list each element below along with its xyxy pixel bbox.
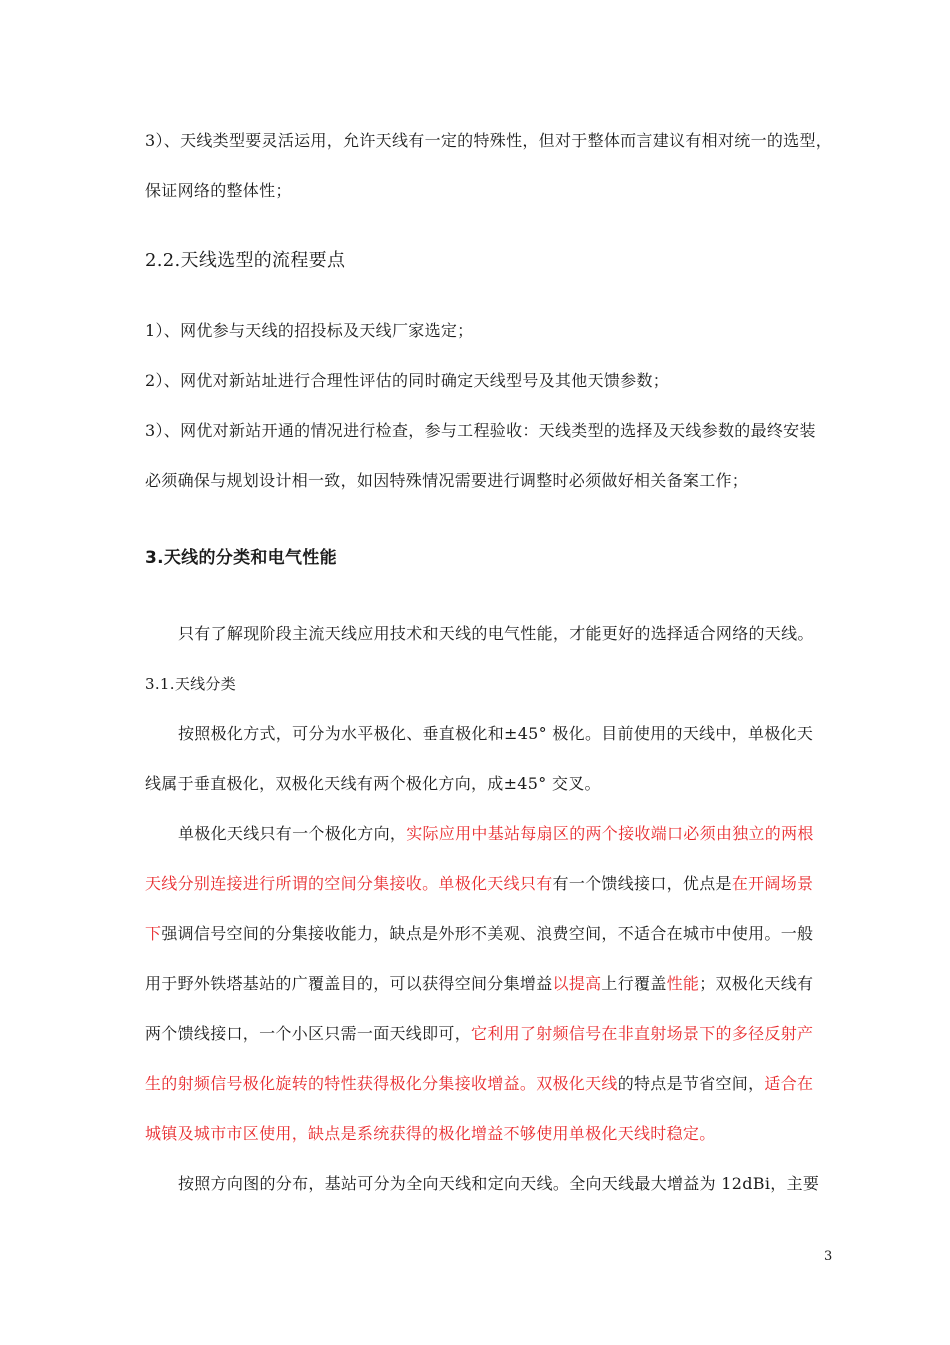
polarization-line-2: 线属于垂直极化，双极化天线有两个极化方向，成±45° 交叉。 xyxy=(145,774,601,793)
highlight-run: 性能 xyxy=(666,974,700,993)
highlight-run: 生的射频信号极化旋转的特性获得极化分集接收增益。双极化天线 xyxy=(145,1074,618,1093)
highlight-run: 在开阔场景 xyxy=(731,874,814,893)
paragraph-line-2: 保证网络的整体性； xyxy=(145,181,292,200)
list-item-3-line-1: 3）、网优对新站开通的情况进行检查，参与工程验收：天线类型的选择及天线参数的最终安装 xyxy=(145,421,816,440)
polarization-line-1: 按照极化方式，可分为水平极化、垂直极化和±45° 极化。目前使用的天线中，单极化天 xyxy=(178,724,814,743)
highlight-run: 它利用了射频信号在非直射场景下的多径反射产 xyxy=(471,1024,814,1043)
intro-paragraph: 只有了解现阶段主流天线应用技术和天线的电气性能，才能更好的选择适合网络的天线。 xyxy=(178,624,814,643)
highlight-run: 适合在 xyxy=(764,1074,814,1093)
text-run: 用于野外铁塔基站的广覆盖目的，可以获得空间分集增益 xyxy=(145,974,553,993)
list-item-1: 1）、网优参与天线的招投标及天线厂家选定； xyxy=(145,321,474,340)
pattern-line-1: 按照方向图的分布，基站可分为全向天线和定向天线。全向天线最大增益为 12dBi，主要 xyxy=(178,1174,820,1193)
text-run: 有一个馈线接口，优点是 xyxy=(552,874,732,893)
dual-pol-line-3 xyxy=(145,1122,835,1146)
text-run: 的特点是节省空间， xyxy=(617,1074,765,1093)
section-heading-3-1: 3.1.天线分类 xyxy=(145,675,237,693)
paragraph-line-1: 3）、天线类型要灵活运用，允许天线有一定的特殊性，但对于整体而言建议有相对统一的选型， xyxy=(145,131,833,150)
dual-pol-line-2 xyxy=(145,1072,835,1096)
single-pol-line-3 xyxy=(145,922,835,946)
highlight-run: 天线分别连接进行所谓的空间分集接收。单极化天线只有 xyxy=(145,874,553,893)
highlight-run: 城镇及城市市区使用，缺点是系统获得的极化增益不够使用单极化天线时稳定。 xyxy=(145,1124,716,1143)
section-heading-3: 3.天线的分类和电气性能 xyxy=(145,548,337,568)
single-pol-line-1 xyxy=(178,822,835,846)
section-heading-2-2: 2.2.天线选型的流程要点 xyxy=(145,250,346,271)
text-run: 单极化天线只有一个极化方向， xyxy=(178,824,407,843)
list-item-2: 2）、网优对新站址进行合理性评估的同时确定天线型号及其他天馈参数； xyxy=(145,371,670,390)
text-run: 上行覆盖 xyxy=(601,974,667,993)
single-pol-line-4 xyxy=(145,972,835,996)
text-run: ；双极化天线有 xyxy=(699,974,814,993)
dual-pol-line-1 xyxy=(145,1022,835,1046)
list-item-3-line-2: 必须确保与规划设计相一致，如因特殊情况需要进行调整时必须做好相关备案工作； xyxy=(145,471,749,490)
highlight-run: 以提高 xyxy=(552,974,602,993)
highlight-run: 下 xyxy=(145,924,162,943)
highlight-run: 实际应用中基站每扇区的两个接收端口必须由独立的两根 xyxy=(406,824,814,843)
page-number: 3 xyxy=(824,1249,833,1264)
single-pol-line-2 xyxy=(145,872,835,896)
text-run: 两个馈线接口，一个小区只需一面天线即可， xyxy=(145,1024,472,1043)
text-run: 强调信号空间的分集接收能力，缺点是外形不美观、浪费空间，不适合在城市中使用。一般 xyxy=(161,924,814,943)
